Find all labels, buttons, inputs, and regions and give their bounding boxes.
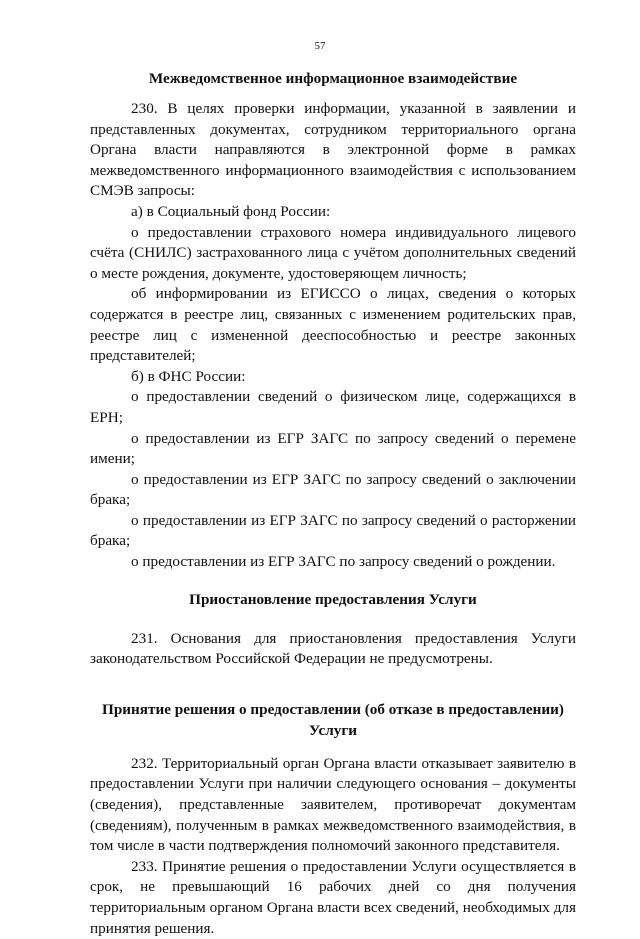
page-content xyxy=(90,68,576,939)
fns-item-divorce: о предоставлении из ЕГР ЗАГС по запросу сведений о расторжении брака; xyxy=(90,511,576,550)
sfr-item-snils: о предоставлении страхового номера индивидуального лицевого счёта (СНИЛС) застрахованного лица с учётом дополнительных сведений о месте рождения, документе, удостоверяющем личность; xyxy=(90,223,576,282)
fns-item-marriage: о предоставлении из ЕГР ЗАГС по запросу сведений о заключении брака; xyxy=(90,470,576,509)
paragraph-232: 232. Территориальный орган Органа власти отказывает заявителю в предоставлении Услуги при наличии следующего основания – документы (сведения), представленные заявителем, противоречат документам (сведениям), полученным в рамках межведомственного взаимодействия, в том числе в части подтверждения полномочий законного представителя. xyxy=(90,754,576,855)
fns-item-name-change: о предоставлении из ЕГР ЗАГС по запросу сведений о перемене имени; xyxy=(90,429,576,468)
fns-label: б) в ФНС России: xyxy=(131,367,246,385)
fns-item-birth: о предоставлении из ЕГР ЗАГС по запросу сведений о рождении. xyxy=(131,553,556,571)
fns-item-ern: о предоставлении сведений о физическом лице, содержащихся в ЕРН; xyxy=(90,388,576,426)
sfr-item-egisso: об информировании из ЕГИССО о лицах, сведения о которых содержатся в реестре лиц, связанных с изменением родительских прав, реестре лиц с измененной дееспособностью и реестре законных представителей; xyxy=(90,285,576,365)
heading-decision-line2: Услуги xyxy=(308,721,357,739)
sfr-label: а) в Социальный фонд России: xyxy=(131,202,331,220)
heading-decision xyxy=(90,699,576,741)
heading-decision-line1: Принятие решения о предоставлении (об отказе в предоставлении) xyxy=(102,700,564,718)
paragraph-230: 230. В целях проверки информации, указанной в заявлении и представленных документах, сотрудником территориального органа Органа власти направляются в электронной форме в рамках межведомственного информационного взаимодействия с использованием СМЭВ запросы: xyxy=(90,100,576,200)
page-number: 57 xyxy=(314,40,326,52)
paragraph-231: 231. Основания для приостановления предоставления Услуги законодательством Российской Федерации не предусмотрены. xyxy=(90,629,576,668)
heading-interagency: Межведомственное информационное взаимодействие xyxy=(148,70,518,87)
paragraph-233: 233. Принятие решения о предоставлении Услуги осуществляется в срок, не превышающий 16 рабочих дней со дня получения территориальным органом Органа власти всех сведений, необходимых для принятия решения. xyxy=(90,857,576,937)
heading-suspension: Приостановление предоставления Услуги xyxy=(189,590,477,608)
